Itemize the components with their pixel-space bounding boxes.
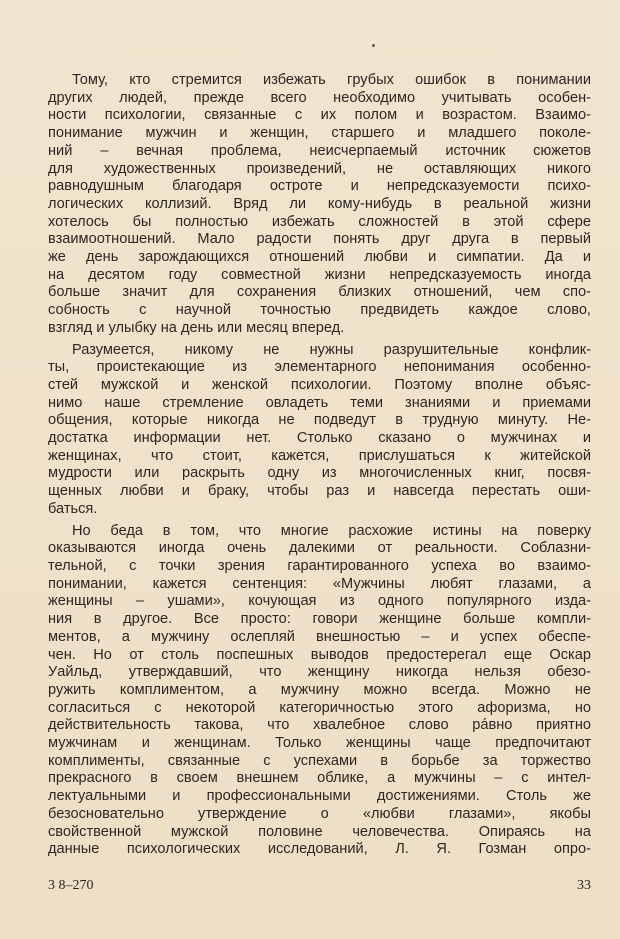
paragraph-3 xyxy=(48,523,591,859)
text-line: лектуальными и профессиональными достижениями. Столь же xyxy=(48,788,591,805)
text-line: стей мужской и женской психологии. Поэтому вполне объяс- xyxy=(48,376,591,393)
text-line: на десятом году совместной жизни непредсказуемость иногда xyxy=(48,266,591,283)
text-line: данные психологических исследований, Л. Я. Гозман опро- xyxy=(48,841,591,858)
text-line: ты, проистекающие из элементарного непонимания особенно- xyxy=(48,359,591,376)
text-line: равнодушным благодаря остроте и непредсказуемости психо- xyxy=(48,178,591,195)
text-line: женщины – ушами», кочующая из одного популярного изда- xyxy=(48,593,591,610)
text-line: взаимоотношений. Мало радости понять друг друга в первый xyxy=(48,231,591,248)
text-line: согласиться с некоторой категоричностью этого афоризма, но xyxy=(48,699,591,716)
text-line: чен. Но от столь поспешных выводов предостерегал еще Оскар xyxy=(48,646,591,663)
paragraph-1 xyxy=(48,72,591,338)
text-line: логических коллизий. Вряд ли кому-нибудь в реальной жизни xyxy=(48,195,591,212)
text-line: ний – вечная проблема, неисчерпаемый источник сюжетов xyxy=(48,142,591,159)
text-line: Разумеется, никому не нужны разрушительные конфлик- xyxy=(72,341,591,358)
text-line: тельной, с точки зрения гарантированного успеха во взаимо- xyxy=(48,557,591,574)
paragraph-2 xyxy=(48,342,591,519)
text-line: Уайльд, утверждавший, что женщину никогда нельзя обезо- xyxy=(48,664,591,681)
text-line: Тому, кто стремится избежать грубых ошибок в понимании xyxy=(72,72,591,88)
signature-mark: 3 8–270 xyxy=(48,878,94,893)
print-speck xyxy=(372,44,375,47)
text-line: собность с научной точностью предвидеть каждое слово, xyxy=(48,302,591,319)
text-line: ния в другое. Все просто: говори женщине больше компли- xyxy=(48,611,591,628)
text-line: щенных любви и браку, чтобы раз и навсегда перестать оши- xyxy=(48,483,591,500)
text-line: понимание мужчин и женщин, старшего и младшего поколе- xyxy=(48,125,591,142)
text-line: ружить комплиментом, а мужчину можно всегда. Можно не xyxy=(48,681,591,698)
text-line: комплименты, связанные с успехами в борьбе за торжество xyxy=(48,752,591,769)
text-line: ности психологии, связанные с их полом и возрастом. Взаимо- xyxy=(48,107,591,124)
text-line: для художественных произведений, не оставляющих никого xyxy=(48,160,591,177)
text-line: женщинах, что стоит, кажется, прислушаться к житейской xyxy=(48,447,591,464)
text-line: ментов, а мужчину ослепляй внешностью – и успех обеспе- xyxy=(48,628,591,645)
text-line: мудрости или раскрыть одну из многочисленных книг, посвя- xyxy=(48,465,591,482)
text-line: взгляд и улыбку на день или месяц вперед. xyxy=(48,319,345,336)
text-line: безосновательно утверждение о «любви глазами», якобы xyxy=(48,805,591,822)
text-line: действительность такова, что хвалебное слово рáвно приятно xyxy=(48,717,591,734)
page-footer xyxy=(48,878,591,894)
text-line: нимо наше стремление овладеть теми знаниями и приемами xyxy=(48,394,591,411)
text-line: больше значит для сохранения близких отношений, чем спо- xyxy=(48,284,591,301)
body-text xyxy=(48,72,591,863)
text-line: же день зарождающихся отношений любви и симпатии. Да и xyxy=(48,249,591,266)
text-line: свойственной мужской половине человечества. Опираясь на xyxy=(48,823,591,840)
page-number: 33 xyxy=(577,878,591,893)
text-line: Но беда в том, что многие расхожие истины на поверку xyxy=(72,522,591,539)
text-line: прекрасного в своем внешнем облике, а мужчины – с интел- xyxy=(48,770,591,787)
text-line: понимании, кажется сентенция: «Мужчины любят глазами, а xyxy=(48,575,591,592)
text-line: хотелось бы полностью избежать сложностей в этой сфере xyxy=(48,213,591,230)
text-line: мужчинам и женщинам. Только женщины чаще предпочитают xyxy=(48,735,591,752)
text-line: достатка информации нет. Столько сказано о мужчинах и xyxy=(48,430,591,447)
text-line: общения, которые никогда не подведут в трудную минуту. Не- xyxy=(48,412,591,429)
text-line: других людей, прежде всего необходимо учитывать особен- xyxy=(48,89,591,106)
text-line: баться. xyxy=(48,500,98,517)
text-line: оказываются иногда очень далекими от реальности. Соблазни- xyxy=(48,540,591,557)
